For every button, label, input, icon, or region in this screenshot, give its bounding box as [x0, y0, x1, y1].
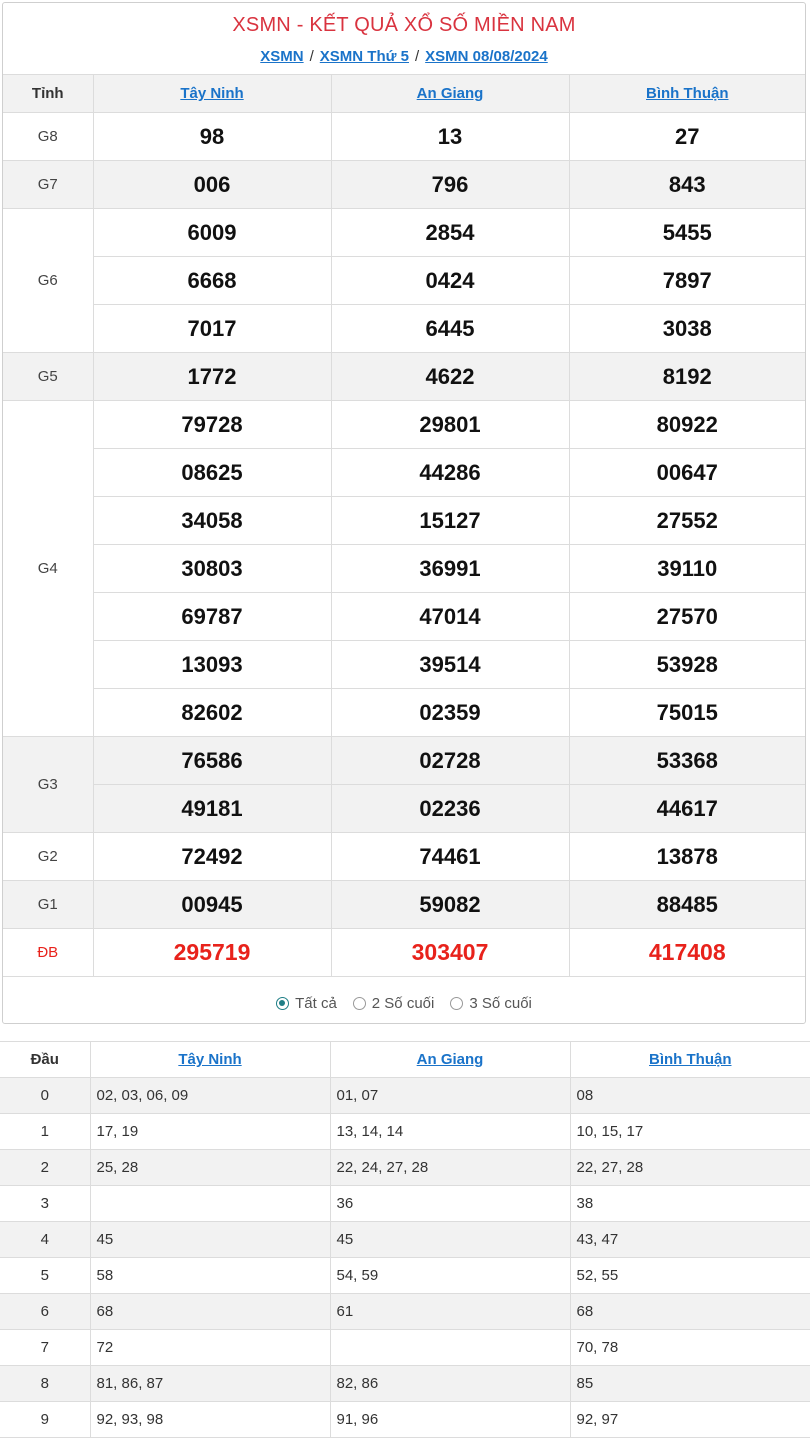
prize-row-g4	[3, 545, 805, 593]
prize-row-g4	[3, 497, 805, 545]
prize-number: 29801	[331, 401, 569, 449]
prize-label: G3	[3, 737, 93, 833]
prize-label: G1	[3, 881, 93, 929]
prize-number: 82602	[93, 689, 331, 737]
prize-number: 00945	[93, 881, 331, 929]
prize-row-g3	[3, 785, 805, 833]
loto-numbers: 58	[90, 1258, 330, 1294]
head-digit: 3	[0, 1186, 90, 1222]
special-prize-number: 295719	[93, 929, 331, 977]
head-digit-column-label: Đầu	[0, 1042, 90, 1078]
filter-option-2-digits[interactable]	[353, 995, 435, 1012]
prize-label: ĐB	[3, 929, 93, 977]
prize-label: G5	[3, 353, 93, 401]
loto-link-binh-thuan[interactable]: Bình Thuận	[649, 1051, 732, 1068]
loto-row	[0, 1402, 810, 1438]
digit-filter	[3, 988, 805, 1018]
loto-numbers: 68	[570, 1294, 810, 1330]
filter-option-label: 3 Số cuối	[469, 994, 532, 1012]
loto-numbers: 10, 15, 17	[570, 1114, 810, 1150]
prize-number: 8192	[569, 353, 805, 401]
loto-numbers: 82, 86	[330, 1366, 570, 1402]
loto-numbers: 22, 24, 27, 28	[330, 1150, 570, 1186]
prize-row-g1	[3, 881, 805, 929]
head-digit: 2	[0, 1150, 90, 1186]
breadcrumb-separator: /	[309, 48, 314, 65]
province-link-tay-ninh[interactable]: Tây Ninh	[180, 85, 244, 102]
prize-label: G4	[3, 401, 93, 737]
prize-number: 98	[93, 113, 331, 161]
loto-row	[0, 1222, 810, 1258]
loto-row	[0, 1114, 810, 1150]
prize-number: 80922	[569, 401, 805, 449]
prize-number: 6445	[331, 305, 569, 353]
special-prize-number: 303407	[331, 929, 569, 977]
loto-header-binh-thuan	[570, 1042, 810, 1078]
loto-numbers	[330, 1330, 570, 1366]
loto-numbers: 91, 96	[330, 1402, 570, 1438]
loto-numbers: 61	[330, 1294, 570, 1330]
loto-numbers: 81, 86, 87	[90, 1366, 330, 1402]
loto-row	[0, 1186, 810, 1222]
breadcrumb	[3, 48, 805, 65]
prize-number: 75015	[569, 689, 805, 737]
prize-row-g4	[3, 689, 805, 737]
filter-option-label: Tất cả	[295, 994, 337, 1012]
prize-row-g4	[3, 401, 805, 449]
loto-numbers: 38	[570, 1186, 810, 1222]
head-digit: 1	[0, 1114, 90, 1150]
prize-row-g6	[3, 305, 805, 353]
prize-number: 39110	[569, 545, 805, 593]
loto-row	[0, 1330, 810, 1366]
prize-label: G2	[3, 833, 93, 881]
prize-number: 08625	[93, 449, 331, 497]
prize-number: 13093	[93, 641, 331, 689]
prize-number: 44286	[331, 449, 569, 497]
prize-number: 4622	[331, 353, 569, 401]
prize-number: 15127	[331, 497, 569, 545]
loto-numbers: 70, 78	[570, 1330, 810, 1366]
filter-option-3-digits[interactable]	[450, 995, 532, 1012]
prize-label: G6	[3, 209, 93, 353]
prize-number: 59082	[331, 881, 569, 929]
prize-number: 02359	[331, 689, 569, 737]
prize-number: 7897	[569, 257, 805, 305]
province-header-tay-ninh	[93, 75, 331, 113]
head-digit: 7	[0, 1330, 90, 1366]
province-header-binh-thuan	[569, 75, 805, 113]
loto-body	[0, 1078, 810, 1438]
prize-number: 1772	[93, 353, 331, 401]
province-link-binh-thuan[interactable]: Bình Thuận	[646, 85, 729, 102]
loto-numbers: 92, 97	[570, 1402, 810, 1438]
loto-numbers	[90, 1186, 330, 1222]
radio-icon[interactable]	[353, 997, 366, 1010]
loto-link-tay-ninh[interactable]: Tây Ninh	[178, 1051, 242, 1068]
loto-numbers: 45	[330, 1222, 570, 1258]
loto-numbers: 36	[330, 1186, 570, 1222]
prize-label: G8	[3, 113, 93, 161]
prize-number: 7017	[93, 305, 331, 353]
loto-numbers: 22, 27, 28	[570, 1150, 810, 1186]
prize-number: 0424	[331, 257, 569, 305]
prize-number: 79728	[93, 401, 331, 449]
results-card	[2, 2, 806, 1024]
prize-number: 02728	[331, 737, 569, 785]
prize-number: 44617	[569, 785, 805, 833]
prize-number: 39514	[331, 641, 569, 689]
prize-number: 13878	[569, 833, 805, 881]
filter-option-label: 2 Số cuối	[371, 994, 435, 1012]
prize-label: G7	[3, 161, 93, 209]
prize-row-g6	[3, 209, 805, 257]
prize-number: 47014	[331, 593, 569, 641]
loto-numbers: 45	[90, 1222, 330, 1258]
loto-row	[0, 1258, 810, 1294]
prize-row-g4	[3, 593, 805, 641]
prize-number: 27	[569, 113, 805, 161]
prize-number: 69787	[93, 593, 331, 641]
prize-number: 843	[569, 161, 805, 209]
special-prize-number: 417408	[569, 929, 805, 977]
loto-numbers: 92, 93, 98	[90, 1402, 330, 1438]
loto-numbers: 72	[90, 1330, 330, 1366]
province-column-label: Tỉnh	[3, 75, 93, 113]
prize-row-g3	[3, 737, 805, 785]
loto-numbers: 25, 28	[90, 1150, 330, 1186]
breadcrumb-xsmn[interactable]: XSMN	[260, 48, 304, 65]
results-header-row	[3, 75, 805, 113]
prize-number: 53368	[569, 737, 805, 785]
prize-number: 27570	[569, 593, 805, 641]
prize-number: 2854	[331, 209, 569, 257]
loto-numbers: 52, 55	[570, 1258, 810, 1294]
head-digit: 6	[0, 1294, 90, 1330]
prize-number: 6009	[93, 209, 331, 257]
loto-header-row	[0, 1042, 810, 1078]
head-digit: 9	[0, 1402, 90, 1438]
loto-row	[0, 1366, 810, 1402]
prize-number: 76586	[93, 737, 331, 785]
loto-numbers: 01, 07	[330, 1078, 570, 1114]
prize-number: 796	[331, 161, 569, 209]
prize-number: 72492	[93, 833, 331, 881]
loto-header-an-giang	[330, 1042, 570, 1078]
prize-number: 34058	[93, 497, 331, 545]
radio-icon[interactable]	[450, 997, 463, 1010]
prize-row-g8	[3, 113, 805, 161]
prize-number: 53928	[569, 641, 805, 689]
prize-number: 6668	[93, 257, 331, 305]
prize-row-g7	[3, 161, 805, 209]
prize-number: 30803	[93, 545, 331, 593]
filter-option-all[interactable]	[276, 995, 337, 1012]
loto-numbers: 68	[90, 1294, 330, 1330]
prize-row-g6	[3, 257, 805, 305]
prize-number: 36991	[331, 545, 569, 593]
loto-row	[0, 1150, 810, 1186]
loto-numbers: 54, 59	[330, 1258, 570, 1294]
head-digit: 0	[0, 1078, 90, 1114]
prize-number: 49181	[93, 785, 331, 833]
loto-numbers: 08	[570, 1078, 810, 1114]
results-body	[3, 113, 805, 977]
head-digit: 8	[0, 1366, 90, 1402]
prize-number: 74461	[331, 833, 569, 881]
breadcrumb-separator: /	[414, 48, 420, 65]
loto-numbers: 17, 19	[90, 1114, 330, 1150]
prize-row-g4	[3, 449, 805, 497]
results-table	[3, 74, 805, 977]
province-header-an-giang	[331, 75, 569, 113]
loto-link-an-giang[interactable]: An Giang	[416, 1051, 484, 1068]
loto-table	[0, 1041, 810, 1438]
loto-row	[0, 1078, 810, 1114]
loto-numbers: 13, 14, 14	[330, 1114, 570, 1150]
prize-row-g4	[3, 641, 805, 689]
head-digit: 4	[0, 1222, 90, 1258]
loto-numbers: 02, 03, 06, 09	[90, 1078, 330, 1114]
breadcrumb-xsmn-date[interactable]: XSMN 08/08/2024	[425, 48, 548, 65]
province-link-an-giang[interactable]: An Giang	[416, 85, 484, 102]
prize-number: 27552	[569, 497, 805, 545]
loto-numbers: 85	[570, 1366, 810, 1402]
prize-number: 02236	[331, 785, 569, 833]
prize-number: 00647	[569, 449, 805, 497]
prize-number: 3038	[569, 305, 805, 353]
page-title: XSMN - KẾT QUẢ XỔ SỐ MIỀN NAM	[232, 14, 576, 36]
prize-row-db	[3, 929, 805, 977]
prize-row-g2	[3, 833, 805, 881]
head-digit: 5	[0, 1258, 90, 1294]
breadcrumb-xsmn-thu5[interactable]: XSMN Thứ 5	[319, 48, 409, 65]
radio-selected-icon[interactable]	[276, 997, 289, 1010]
prize-number: 5455	[569, 209, 805, 257]
loto-row	[0, 1294, 810, 1330]
prize-number: 006	[93, 161, 331, 209]
prize-number: 13	[331, 113, 569, 161]
prize-number: 88485	[569, 881, 805, 929]
prize-row-g5	[3, 353, 805, 401]
loto-header-tay-ninh	[90, 1042, 330, 1078]
loto-numbers: 43, 47	[570, 1222, 810, 1258]
